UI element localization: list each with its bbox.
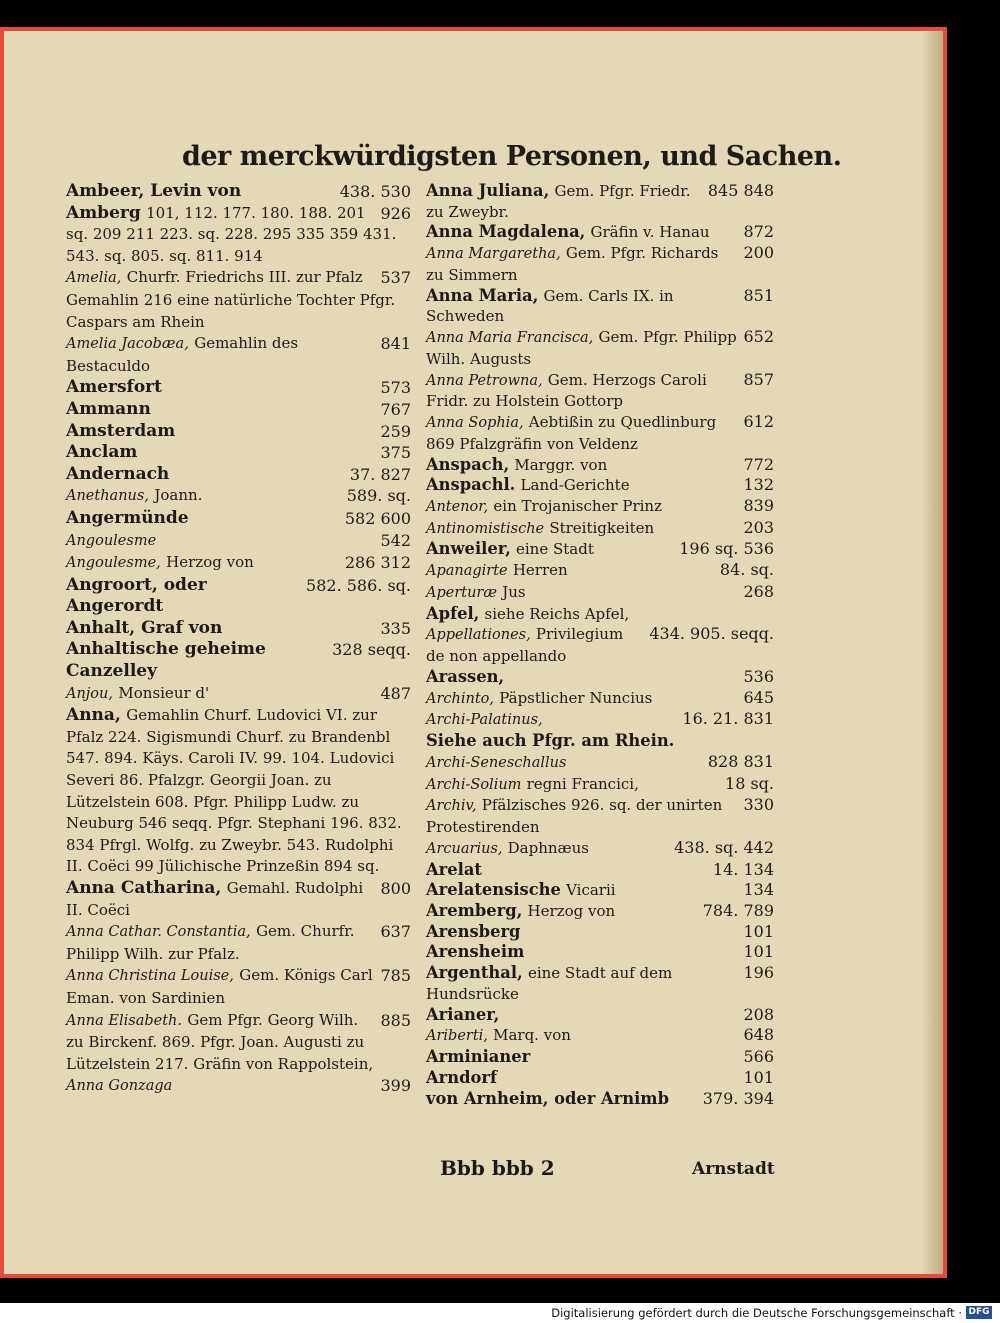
signature-mark: Bbb bbb 2 xyxy=(440,1156,555,1180)
page-references: 196 sq. 536 xyxy=(679,539,774,559)
index-description: Gem. Carls IX. in Schweden xyxy=(426,286,674,326)
index-entry xyxy=(426,922,774,943)
index-entry xyxy=(426,838,774,860)
index-entry xyxy=(426,688,774,710)
index-term: Archiv, xyxy=(426,798,477,815)
index-term: Amberg xyxy=(66,202,141,223)
index-description: Gräfin v. Hanau xyxy=(590,223,710,242)
index-description: Joann. xyxy=(154,486,203,505)
index-description: Churfr. Friedrichs III. zur Pfalz Gemahlin 216 eine natürliche Tochter Pfgr. Caspars am Rhein xyxy=(66,268,396,331)
index-term: Argenthal, xyxy=(426,963,523,983)
index-term: Angoulesme xyxy=(66,532,157,549)
index-description: Vicarii xyxy=(566,881,616,900)
index-term: Arensheim xyxy=(426,942,525,962)
dfg-logo: DFG xyxy=(966,1306,992,1319)
index-entry xyxy=(426,286,774,327)
index-term: Appellationes, xyxy=(426,627,531,644)
index-term: Archi-Seneschallus xyxy=(426,754,567,771)
index-term: Archinto, xyxy=(426,690,495,707)
page-references: 785 xyxy=(380,966,411,986)
index-term: Anna Gonzaga xyxy=(66,1078,173,1095)
index-description: Gem. Königs Carl Eman. von Sardinien xyxy=(66,966,373,1007)
page-references: 582. 586. sq. xyxy=(306,575,411,595)
index-term: Arensberg xyxy=(426,921,521,941)
index-description: Gem Pfgr. Georg Wilh. zu Birckenf. 869. Pfgr. Joan. Augusti zu Lützelstein 217. Gräfin von Rappolstein, xyxy=(66,1010,374,1073)
index-entry xyxy=(426,496,774,518)
index-entry xyxy=(426,1089,774,1110)
index-entry xyxy=(66,921,411,965)
page-references: 208 xyxy=(743,1004,774,1024)
index-term: Arcuarius, xyxy=(426,840,503,857)
page-references: 434. 905. seqq. xyxy=(649,624,774,644)
page-references: 872 xyxy=(743,222,774,242)
index-term: Arelat xyxy=(426,859,482,879)
index-description: Streitigkeiten xyxy=(549,518,655,537)
page-references: 851 xyxy=(743,285,774,305)
page-references: 800 xyxy=(380,879,411,898)
index-entry xyxy=(426,901,774,922)
index-term: Angoulesme, xyxy=(66,555,161,572)
index-term: Aperturæ xyxy=(426,584,497,601)
index-column-right xyxy=(426,181,774,1109)
index-entry xyxy=(426,1025,774,1047)
page-references: 537 xyxy=(380,268,411,288)
page-references: 200 xyxy=(743,243,774,263)
index-description: Privilegium de non appellando xyxy=(426,625,624,666)
index-entry xyxy=(66,464,411,486)
page-references: 18 sq. xyxy=(725,773,774,793)
index-term: Anspachl. xyxy=(426,475,516,495)
page-references: 589. sq. xyxy=(346,486,411,506)
index-description: Päpstlicher Nuncius xyxy=(499,688,653,707)
index-entry xyxy=(66,377,411,399)
index-entry xyxy=(66,683,411,706)
index-entry xyxy=(66,267,411,333)
index-term: Anna Elisabeth. xyxy=(66,1012,182,1029)
index-entry xyxy=(426,455,774,476)
page-references: 259 xyxy=(380,421,411,441)
index-description: Monsieur d' xyxy=(118,683,210,702)
footer-credit: Digitalisierung gefördert durch die Deutsche Forschungsgemeinschaft · xyxy=(551,1306,962,1320)
index-description: Jus xyxy=(502,582,526,601)
page-references: 286 312 xyxy=(344,553,411,573)
page-references: 268 xyxy=(743,581,774,601)
page-references: 487 xyxy=(380,683,411,703)
index-entry xyxy=(66,181,411,203)
index-entry xyxy=(66,203,411,268)
index-description: Pfälzisches 926. sq. der unirten Protestirenden xyxy=(426,796,723,837)
index-entry xyxy=(426,327,774,369)
index-entry xyxy=(426,795,774,837)
page-references: 101 xyxy=(743,921,774,941)
index-description: eine Stadt xyxy=(515,540,594,559)
page-references: 379. 394 xyxy=(702,1088,774,1108)
page-references: 375 xyxy=(380,443,411,463)
index-entry xyxy=(426,1005,774,1026)
index-description: ein Trojanischer Prinz xyxy=(493,497,662,516)
index-entry xyxy=(426,1047,774,1068)
page-references: 645 xyxy=(743,687,774,707)
page-references: 37. 827 xyxy=(349,464,411,484)
index-term: Anweiler, xyxy=(426,539,511,559)
catchword: Arnstadt xyxy=(692,1159,775,1179)
page-references: 399 xyxy=(380,1076,411,1096)
index-description: Herzog von xyxy=(166,553,254,572)
index-description: Gemahlin des Bestaculdo xyxy=(66,334,299,375)
index-entry xyxy=(426,604,774,625)
index-term: Arianer, xyxy=(426,1004,500,1024)
index-entry xyxy=(426,582,774,604)
index-entry xyxy=(426,880,774,901)
index-entry xyxy=(426,181,774,222)
page-references: 784. 789 xyxy=(702,900,774,920)
index-term: Ammann xyxy=(66,398,151,419)
index-term: Amelia, xyxy=(66,270,122,287)
index-entry xyxy=(426,370,774,412)
index-term: Angermünde xyxy=(66,507,189,528)
page-references: 203 xyxy=(743,517,774,537)
index-term: Anna Petrowna, xyxy=(426,372,543,389)
page-references: 845 848 xyxy=(707,181,774,200)
index-term: Anna Maria Francisca, xyxy=(426,330,594,347)
index-description: 101, 112. 177. 180. 188. 201 sq. 209 211 223. sq. 228. 295 335 359 431. 543. sq. 805. sq. 811. 914 xyxy=(66,203,397,265)
index-term: Anjou, xyxy=(66,685,113,702)
index-term: Anna, xyxy=(66,705,121,726)
page-header: der merckwürdigsten Personen, und Sachen. xyxy=(182,141,842,172)
index-term: Antinomistische xyxy=(426,520,545,537)
page-references: 335 xyxy=(380,618,411,638)
index-term: Aremberg, xyxy=(426,900,523,920)
page-references: 101 xyxy=(743,942,774,962)
page-references: 330 xyxy=(743,795,774,815)
index-entry xyxy=(66,1010,411,1076)
index-entry xyxy=(426,539,774,560)
page-references: 612 xyxy=(743,412,774,432)
index-term: Anna Magdalena, xyxy=(426,222,586,242)
index-description: Herzog von xyxy=(527,901,616,920)
index-term: Anethanus, xyxy=(66,488,149,505)
index-entry xyxy=(66,575,411,618)
page-frame xyxy=(0,27,947,1278)
index-entry xyxy=(66,485,411,508)
index-term: Ariberti, xyxy=(426,1028,488,1045)
index-description: regni Francici, xyxy=(526,774,639,793)
page-references: 828 831 xyxy=(707,751,774,771)
page-references: 637 xyxy=(380,922,411,942)
page-references: 767 xyxy=(380,399,411,419)
index-term: Amsterdam xyxy=(66,420,176,441)
index-entry xyxy=(66,530,411,553)
index-description: Herren xyxy=(512,561,568,580)
page-references: 566 xyxy=(743,1047,774,1067)
index-entry xyxy=(66,618,411,640)
index-description: Marggr. von xyxy=(514,455,608,474)
page-references: 841 xyxy=(380,334,411,354)
index-term: Anhalt, Graf von xyxy=(66,617,223,638)
index-description: Aebtißin zu Quedlinburg 869 Pfalzgräfin von Veldenz xyxy=(426,413,717,453)
index-description: eine Stadt auf dem Hundsrücke xyxy=(426,964,673,1003)
index-entry xyxy=(426,860,774,881)
index-entry xyxy=(426,518,774,540)
index-entry xyxy=(66,639,411,682)
index-term: Archi-Palatinus, xyxy=(426,712,543,729)
index-entry xyxy=(426,752,774,774)
index-description: Gem. Pfgr. Philipp Wilh. Augusts xyxy=(426,328,737,368)
index-entry xyxy=(426,774,774,796)
page-references: 16. 21. 831 xyxy=(682,709,774,729)
page-references: 582 600 xyxy=(344,508,411,528)
index-entry xyxy=(66,333,411,377)
index-entry xyxy=(426,560,774,582)
index-entry xyxy=(66,1075,411,1098)
index-term: Anna Margaretha, xyxy=(426,246,561,263)
index-term: Andernach xyxy=(66,463,170,484)
index-entry xyxy=(66,878,411,921)
index-term: Anhaltische geheime Canzelley xyxy=(66,639,266,682)
index-column-left xyxy=(66,181,411,1098)
index-term: Arminianer xyxy=(426,1047,531,1067)
index-entry xyxy=(426,709,774,731)
index-term: Amelia Jacobæa, xyxy=(66,336,189,353)
index-entry xyxy=(66,508,411,530)
index-entry xyxy=(426,624,774,666)
index-description: Gem. Pfgr. Friedr. zu Zweybr. xyxy=(426,182,691,221)
index-term: Siehe auch Pfgr. am Rhein. xyxy=(426,731,675,751)
index-term: Anna Juliana, xyxy=(426,181,550,200)
page-references: 132 xyxy=(743,475,774,495)
index-entry xyxy=(66,965,411,1009)
index-entry xyxy=(426,942,774,963)
page-references: 438. sq. 442 xyxy=(674,837,774,857)
page-references: 134 xyxy=(743,880,774,900)
page-references: 542 xyxy=(380,530,411,550)
index-term: Ambeer, Levin von xyxy=(66,181,242,201)
index-description: Gem. Herzogs Caroli Fridr. zu Holstein Gottorp xyxy=(426,370,707,411)
page-references: 926 xyxy=(380,203,411,223)
index-term: Archi-Solium xyxy=(426,776,522,793)
page-references: 839 xyxy=(743,496,774,516)
page-references: 772 xyxy=(743,454,774,474)
index-entry xyxy=(426,963,774,1004)
index-description: Gem. Churfr. Philipp Wilh. zur Pfalz. xyxy=(66,922,355,963)
page-references: 84. sq. xyxy=(719,560,774,580)
index-term: Anna Sophia, xyxy=(426,415,524,432)
index-description: Gemahlin Churf. Ludovici VI. zur Pfalz 224. Sigismundi Churf. zu Brandenbl 547. 894. Käys. Caroli IV. 99. 104. Ludovici Severi 86. Pfalzgr. Georgii Joan. zu Lützelstein 608. Pfgr. Philipp Ludw. zu Neuburg 546 seqq. Pfgr. Stephani 196. 832. 834 Pfrgl. Wolfg. zu Zweybr. 543. Rudolphi II. Coëci 99 Jülichische Prinzeßin 894 sq. xyxy=(66,706,402,876)
page-references: 652 xyxy=(743,327,774,347)
index-entry xyxy=(426,222,774,243)
index-term: Arndorf xyxy=(426,1067,498,1087)
index-term: Anna Catharina, xyxy=(66,878,222,898)
index-entry xyxy=(426,667,774,688)
index-entry xyxy=(66,552,411,575)
index-term: Anclam xyxy=(66,442,138,463)
index-entry xyxy=(426,475,774,496)
index-term: Arassen, xyxy=(426,666,505,686)
index-term: Arelatensische xyxy=(426,880,561,900)
page-references: 885 xyxy=(380,1010,411,1030)
index-entry xyxy=(426,412,774,454)
index-term: Angroort, oder Angerordt xyxy=(66,574,207,617)
page-references: 648 xyxy=(743,1025,774,1045)
index-description: Gem. Pfgr. Richards zu Simmern xyxy=(426,244,719,284)
page-references: 536 xyxy=(743,666,774,686)
page-references: 14. 134 xyxy=(712,859,774,879)
index-entry xyxy=(66,399,411,421)
index-term: Amersfort xyxy=(66,377,162,398)
page-references: 196 xyxy=(743,963,774,983)
index-entry xyxy=(66,421,411,443)
index-term: Anspach, xyxy=(426,454,510,474)
index-term: Apfel, xyxy=(426,603,480,623)
index-entry xyxy=(426,243,774,285)
index-entry xyxy=(66,705,411,878)
index-term: Apanagirte xyxy=(426,563,508,580)
page-references: 328 seqq. xyxy=(332,640,411,660)
index-term: Anna Cathar. Constantia, xyxy=(66,924,251,941)
page-references: 573 xyxy=(380,378,411,398)
index-term: Antenor, xyxy=(426,499,489,516)
index-description: Gemahl. Rudolphi II. Coëci xyxy=(66,879,364,919)
page-references: 101 xyxy=(743,1067,774,1087)
page-references: 438. 530 xyxy=(339,182,411,201)
index-description: Land-Gerichte xyxy=(520,476,630,495)
index-term: Anna Christina Louise, xyxy=(66,968,234,985)
book-page xyxy=(4,31,943,1274)
index-entry xyxy=(426,731,774,752)
footer-bar xyxy=(0,1303,1000,1323)
index-description: siehe Reichs Apfel, xyxy=(484,604,630,623)
index-entry xyxy=(66,442,411,464)
index-term: von Arnheim, oder Arnimb xyxy=(426,1088,669,1108)
index-term: Anna Maria, xyxy=(426,285,539,305)
index-description: Daphnæus xyxy=(507,838,590,857)
page-references: 857 xyxy=(743,369,774,389)
index-entry xyxy=(426,1068,774,1089)
index-description: Marq. von xyxy=(493,1026,571,1045)
